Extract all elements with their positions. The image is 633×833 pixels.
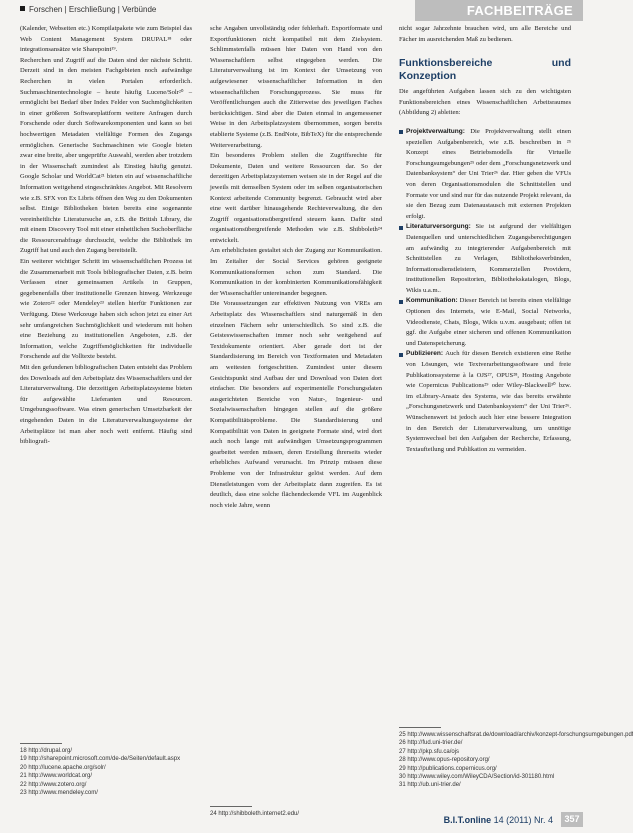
journal-issue: 14 (2011) Nr. 4 — [491, 815, 553, 825]
journal-citation — [444, 815, 553, 825]
breadcrumb — [20, 5, 156, 14]
list-item-text: Die Projektverwaltung stellt einen speziellen Aufgabenbereich, wie z.B. beschreiben in ²⁵ Konzept eines Betriebsmodells für Virtuelle Forschungsumgebungen²⁵ oder dem „Forschungsnetzwerk und Datenbanksystem“ der Uni Trier²⁶ dar. Hier geben die VFUs von deren Organisationsmodulen die Schnittstellen und Formate vor und sind nur für das nutzende Projekt relevant, da sie den Bezug zum Datenaustausch mit externen Projekten erfolgt. — [406, 127, 572, 220]
footnote-link[interactable]: 24 http://shibboleth.internet2.edu/ — [210, 811, 300, 817]
paragraph: Mit den gefundenen bibliografischen Daten entsteht das Problem des Downloads auf den Arbeitsplatz des Wissenschaftlers und der Literaturverwaltung. Die derzeitigen Arbeitsplatzsysteme bieten für aufgewählte Lieferanten und Resourcen. Umgebungssoftware. Was einen generischen Umsetzbarkeit der eingehenden Daten in die Literaturverwaltungssysteme der Arbeitsplätze ist man aber noch weit entfernt. Häufig sind bibliografi- — [20, 364, 192, 446]
journal-name: B.I.T.online — [443, 815, 492, 825]
list-item-text: Sie ist aufgrund der vielfältigen Datenquellen und unterschiedlichen Zugangsberechtigungen am aufwändig zu integrierender Aufgabenbereich mit Schnittstellen zu Verlagen, Bibliotheksverbünden, Informationsdienstleistern, Kommerziellen Providern, institutionellen Repositorien, Bibliothekskatalogen, Blogs, Wikis u.a.m.. — [406, 223, 571, 294]
page-number: 357 — [561, 812, 583, 827]
paragraph: nicht sogar Jahrzehnte brauchen wird, um alle Bereiche und Fächer im ausreichenden Maß zu bedienen. — [399, 25, 571, 43]
breadcrumb-text: Forschen | Erschließung | Verbünde — [29, 5, 157, 14]
footnote-link[interactable]: 28 http://www.opus-repository.org/ — [399, 757, 490, 764]
footnote-link[interactable]: 23 http://www.mendeley.com/ — [20, 790, 98, 797]
list-item-text: Auch für diesen Bereich existieren eine Reihe von Lösungen, wie Textverarbeitungssoftware und freie Publikationssysteme à la OJS²⁷, OPUS²⁸, Hosting Angebote wie Copernicus Publications²⁹ oder Wiley-Blackwell³⁰ bzw. im eLibrary-Ansatz des Systems, wie das bereits erwähnte „Forschungsnetzwerk und Datenbanksystem“ der Uni Trier²⁶. Wünschenswert ist jedoch auch hier eine bessere Integration in den Bereich der Literaturverwaltung, um unnötige Systemwechsel bei den Aufgaben der Recherche, Erfassung, Textaufteilung und Publikation zu vermeiden. — [406, 350, 571, 453]
footnote-link[interactable]: 20 http://lucene.apache.org/solr/ — [20, 764, 106, 771]
paragraph: Die Voraussetzungen zur effektiven Nutzung von VREs am Arbeitsplatz des Wissenschaftlers sind naturgemäß in den einzelnen Fächern sehr unterschiedlich. So sind z.B. die Geisteswissenschaften immer noch sehr weitgehend auf Textdokumente orientiert. Aber gerade dort ist der Standardisierung im Bereich von Textformaten und Metadaten am weitesten fortgeschritten. Zumindest unter diesem Gesichtspunkt sind Aufbau der und Download von Daten dort einfacher. Die besonders auf experimentelle Forschungsdaten ausgerichteten Bereiche von Natur-, Ingenieur- und Sozialwissenschaften hingegen stellen auf die größere Kompatibilitätsprobleme. Die Standardisierung und Kompatibilität von Daten in geeignete Formate sind, wird dort auch noch lange mit aufwändigen Umsetzungsprogrammen gearbeitet werden müssen, deren Erstellung ihrerseits wieder erhebliches Aufwand verursacht. Im Prinzip müssen diese Probleme von der Infrastruktur gelöst werden. Auf dem Dienstleistungen vom der Arbeitsplatz dann zugreifen. Es ist deutlich, dass eine solche flächendeckende VFL im Augenblick noch viele Jahre, wenn — [210, 300, 382, 509]
paragraph: Am erheblichsten gestaltet sich der Zugang zur Kommunikation. Im Zeitalter der Social Services gehören geeignete Kommunikationsformen schon zum Standard. Die Kommunikation in der kombinierten Kommunikationsfähigkeit der Wissenschaftler untereinander begegnen. — [210, 247, 382, 297]
list-item-term: Publizieren: — [406, 350, 444, 358]
footnote-rule — [399, 727, 441, 728]
paragraph: Ein weiterer wichtiger Schritt im wissenschaftlichen Prozess ist die Zusammenarbeit mit Tools bibliografischer Daten, z.B. beim Verfassen einer gemeinsamen Artikels in Gruppen, gegebenenfalls über institutionelle Grenzen hinweg. Werkzeuge wie Zotero²² oder Mendeley²³ stellen hierfür Funktionen zur Verfügung. Diese Werkzeuge haben sich schon jetzt zu einer Art sehr umfangreichen Suchmöglichkeit und wiederum mit hohen eine Beziehung zu institutionellen Angeboten, z.B. der Information, welche Zugriffsmöglichkeiten für individuelle Forschende auf die Volltexte besteht. — [20, 258, 192, 361]
text-column-1 — [20, 24, 192, 448]
section-heading: Funktionsbereiche und Konzeption — [399, 57, 571, 82]
footnote-link[interactable]: 22 http://www.zotero.org/ — [20, 781, 87, 788]
footnote-rule — [210, 806, 252, 807]
list-item-term: Kommunikation: — [406, 297, 458, 305]
list-item-term: Literaturversorgung: — [406, 223, 471, 231]
list-item — [399, 349, 571, 455]
list-item-term: Projektverwaltung: — [406, 127, 465, 135]
footnote-link[interactable]: 25 http://www.wissenschaftsrat.de/download/archiv/konzept-forschungsumgebungen.pdf — [399, 732, 633, 738]
paragraph: (Kalender, Webseiten etc.) Kompilatpakete wie zum Beispiel das Web Content Management System DRUPAL¹⁸ oder integrationsansätze wie Sharepoint¹⁹. — [20, 25, 192, 54]
footnotes-column-3 — [399, 727, 633, 790]
paragraph: Recherchen und Zugriff auf die Daten sind der nächste Schritt. Derzeit sind in den meisten Fachgebieten noch aufwändige Recherchen in vielen Portalen erforderlich. Suchmaschinentechnologie – heute häufig Lucene/Solr²⁰ – ermöglicht bei Bedarf über Index Felder von Suchmöglichkeiten in einer größeren Softwareplattform weitere Anfragen durch Forschende oder durch Softwarekomponenten und kann so bei hochwertigen Metadaten vielfältige Formen des Zugangs ermöglichen. Generische Suchmaschinen wie Google bieten zwar eine breite, aber ungeprüfte Auswahl, werden aber trotzdem in der Wissenschaft zumindest als Einstieg häufig genutzt. Google Scholar und WorldCat²¹ bieten ein auf wissenschaftliche Information weitgehend eingeschränktes Angebot. Mit Resolvern wie z.B. SFX von Ex Libris öffnen den Weg zu den Dokumenten selbst. Einige Bibliotheken bieten bereits eine sogenannte vereinheitlichte Literatursuche an, z.B. die British Library, die mit einem Discovery Tool mit einer einheitlichen Suchoberfläche die Ressourcenabfrage durchsucht, welche die Bibliothek im Zugriff hat und auch den Zugang bereitstellt. — [20, 56, 192, 255]
footnote-link[interactable]: 30 http://www.wiley.com/WileyCDA/Section/id-301180.html — [399, 774, 555, 781]
paragraph: Ein besonderes Problem stellen die Zugriffsrechte für Dokumente, Daten und weitere Ressourcen dar. So der derzeitigen Arbeitsplatzsystemen weisen sie in der Regel auf die jeweils mit demselben System oder im selben organisatorischen Kontext arbeitende Community begrenzt. Gebraucht wird aber eine weit darüber hinausgehende Rechteverwaltung, die den Zugriff organisationsübergreifend steuern kann. Dafür sind organisationsübergreifende Methoden wie z.B. Shibboleth²⁴ entwickelt. — [210, 152, 382, 244]
text-column-3 — [399, 24, 571, 455]
section-tab — [415, 0, 583, 21]
list-item-text: Dieser Bereich ist bereits einen vielfältige Optionen des Internets, wie E-Mail, Social Networks, Videodienste, Chats, Blogs, Wikis u.v.m. ausgebaut; offen ist ggf. die Aufgabe einer sicheren und offenen Kommunikation und Datenspeicherung. — [406, 297, 572, 347]
footnotes-column-2 — [210, 806, 382, 818]
list-item — [399, 127, 571, 222]
footnote-link[interactable]: 19 http://sharepoint.microsoft.com/de-de/Seiten/default.aspx — [20, 756, 181, 763]
square-bullet-icon — [20, 6, 25, 11]
footnote-link[interactable]: 26 http://fud.uni-trier.de/ — [399, 740, 463, 747]
footnotes-column-1 — [20, 743, 192, 797]
list-item — [399, 296, 571, 349]
function-list — [399, 127, 571, 455]
text-column-2 — [210, 24, 382, 511]
footnote-link[interactable]: 18 http://drupal.org/ — [20, 748, 73, 754]
footnote-link[interactable]: 29 http://publications.copernicus.org/ — [399, 765, 497, 772]
section-title: FACHBEITRÄGE — [466, 3, 573, 18]
footnote-link[interactable]: 21 http://www.worldcat.org/ — [20, 773, 93, 780]
page-header — [0, 0, 583, 22]
paragraph: sche Angaben unvollständig oder fehlerhaft. Exportformate und Exportfunktionen nicht kompatibel mit dem Zielsystem. Schlimmstenfalls müssen hier Daten von Hand von den Wissenschaftlern selbst eingegeben werden. Die Literaturverwaltung ist im Kontext der Umsetzung von aufgewiesener wissenschaftlicher Information in den wissenschaftlichen Forschungsprozess. Sie muss für Veröffentlichungen auch die Zitierweise des jeweiligen Faches berücksichtigen. Sind aber die Daten einmal in angemessener Weise in den Arbeitsplatzsystem übernommen, sorgen bereits etablierte Systeme (z.B. EndNote, BibTeX) für die entsprechende Weiterverarbeitung. — [210, 25, 382, 149]
paragraph: Die angeführten Aufgaben lassen sich zu den wichtigsten Funktionsbereichen eines Wissenschaftlichen Arbeitsraumes (Abbildung 2) ableiten: — [399, 88, 571, 117]
list-item — [399, 222, 571, 296]
footnote-link[interactable]: 27 http://pkp.sfu.ca/ojs — [399, 748, 460, 755]
footnote-rule — [20, 743, 62, 744]
footnote-link[interactable]: 31 http://ub.uni-trier.de/ — [399, 782, 461, 789]
